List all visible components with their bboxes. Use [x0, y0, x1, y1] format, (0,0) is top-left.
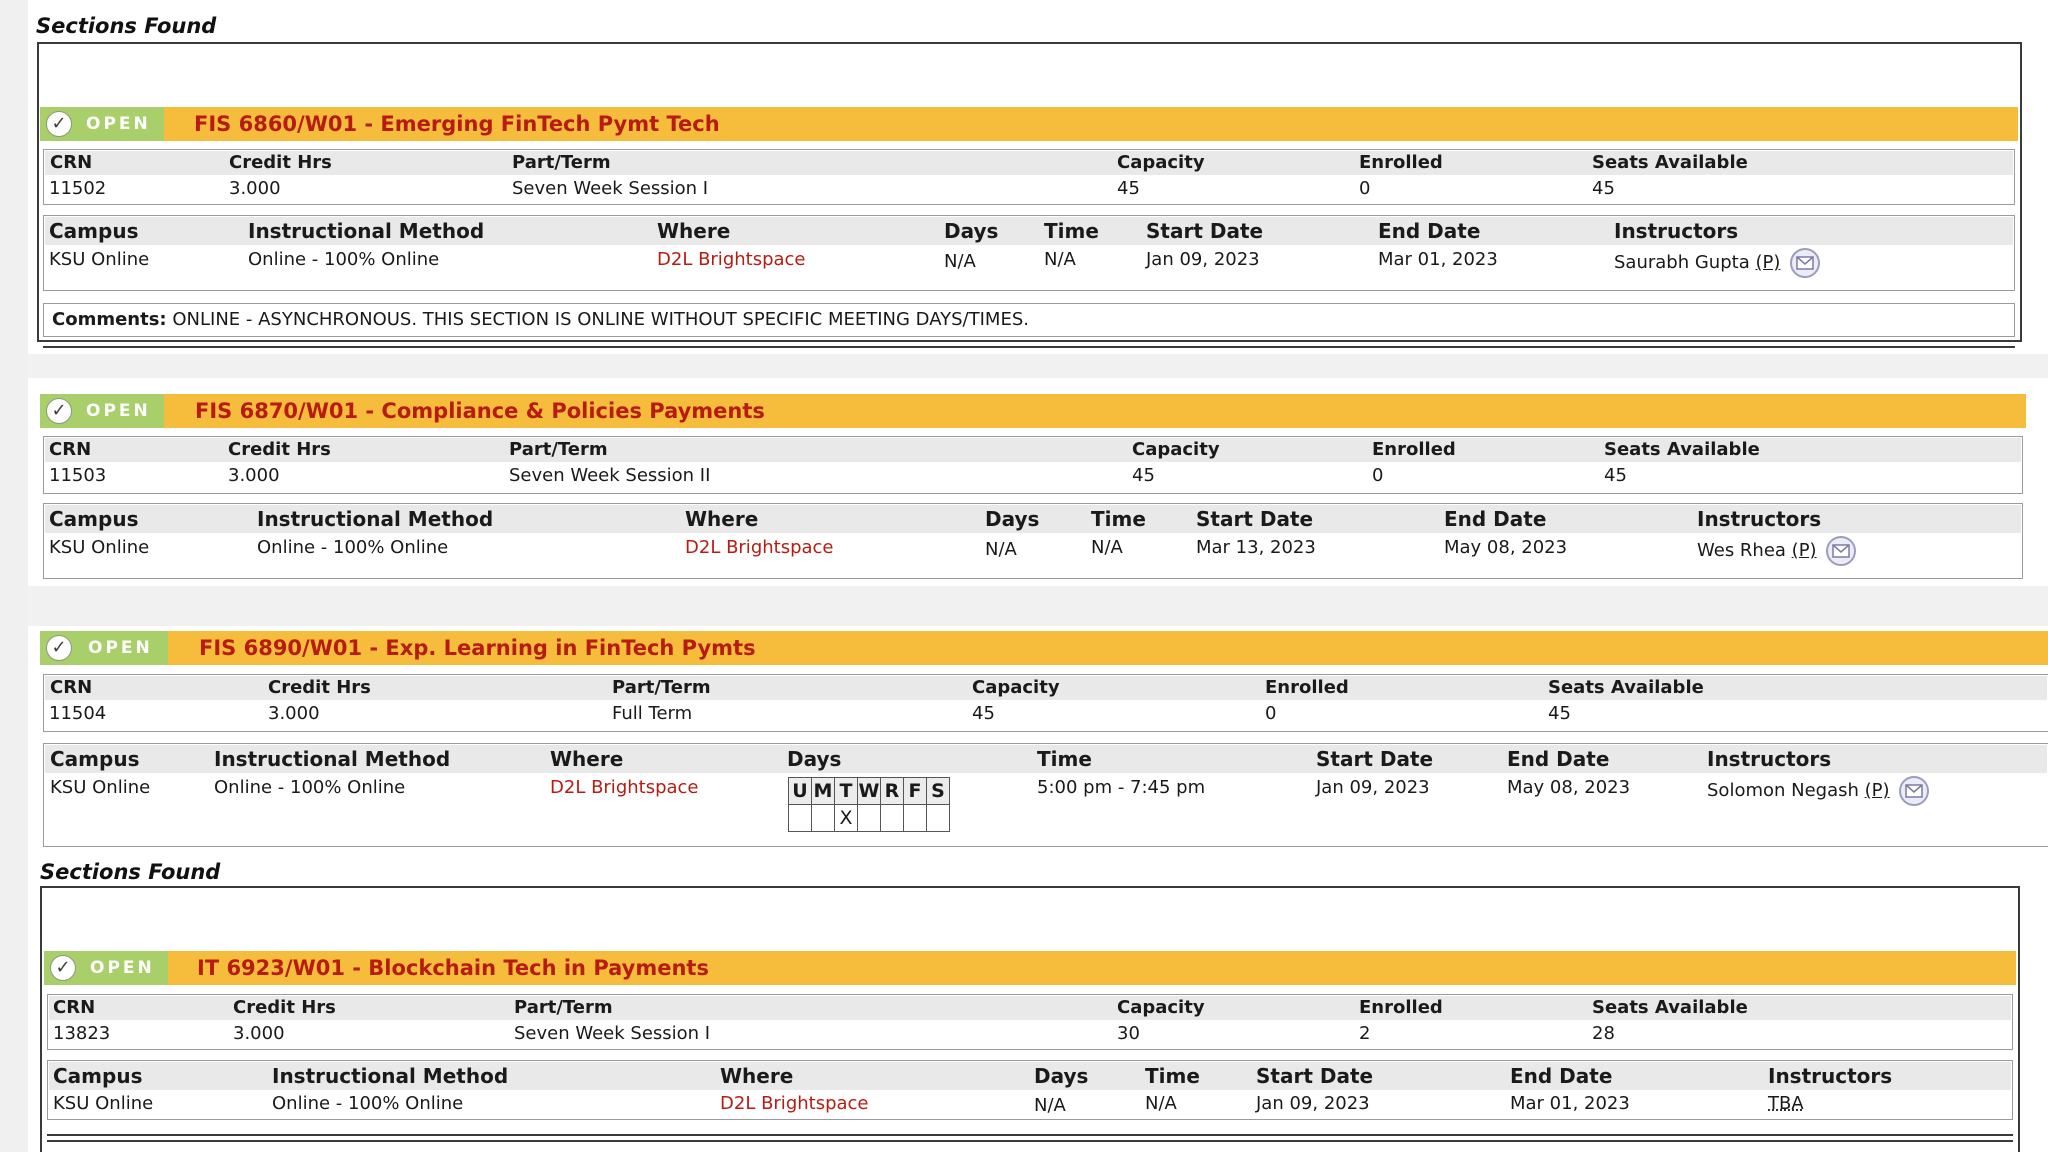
part-term-value: Seven Week Session I — [514, 1023, 711, 1044]
part-term-header: Part/Term — [514, 997, 613, 1018]
campus-value: KSU Online — [49, 537, 150, 558]
instructional-method-value: Online - 100% Online — [257, 537, 449, 558]
course-title: FIS 6860/W01 - Emerging FinTech Pymt Tech — [194, 112, 720, 136]
course-title: FIS 6890/W01 - Exp. Learning in FinTech Pymts — [199, 636, 756, 660]
campus-header: Campus — [49, 219, 139, 243]
email-icon[interactable] — [1790, 248, 1820, 278]
enrolled-header: Enrolled — [1372, 439, 1456, 460]
end-date-header: End Date — [1510, 1064, 1613, 1088]
seats-available-header: Seats Available — [1548, 677, 1704, 698]
course-title: IT 6923/W01 - Blockchain Tech in Payments — [197, 956, 709, 980]
email-icon[interactable] — [1826, 536, 1856, 566]
credit-hrs-header: Credit Hrs — [228, 439, 331, 460]
days-header: Days — [944, 219, 999, 243]
days-header: Days — [1034, 1064, 1089, 1088]
days-grid — [788, 777, 950, 832]
campus-value: KSU Online — [49, 249, 150, 270]
seats-available-header: Seats Available — [1592, 997, 1748, 1018]
instructor-tba: TBA — [1768, 1093, 1804, 1114]
day-monday-header: M — [812, 778, 835, 805]
end-date-value: Mar 01, 2023 — [1378, 249, 1498, 270]
time-value: 5:00 pm - 7:45 pm — [1037, 777, 1206, 798]
meeting-table — [43, 743, 2048, 847]
sections-found-heading: Sections Found — [36, 14, 217, 38]
credit-hrs-value: 3.000 — [228, 465, 280, 486]
instructors-header: Instructors — [1768, 1064, 1893, 1088]
days-header: Days — [985, 507, 1040, 531]
part-term-value: Full Term — [612, 703, 693, 724]
where-header: Where — [550, 747, 624, 771]
time-value: N/A — [1091, 537, 1123, 558]
instructional-method-header: Instructional Method — [214, 747, 451, 771]
campus-header: Campus — [53, 1064, 143, 1088]
check-icon: ✓ — [46, 635, 72, 661]
comments-label: Comments: — [52, 309, 167, 330]
instructors-header: Instructors — [1697, 507, 1822, 531]
where-link[interactable]: D2L Brightspace — [720, 1093, 869, 1114]
section-gap — [28, 586, 2048, 626]
instructor-name: Solomon Negash — [1707, 780, 1859, 801]
open-label: OPEN — [86, 401, 151, 421]
days-value: N/A — [985, 539, 1017, 560]
open-label: OPEN — [88, 638, 153, 658]
section-divider — [43, 340, 2015, 348]
section-header — [40, 394, 2026, 428]
time-header: Time — [1037, 747, 1092, 771]
crn-header: CRN — [50, 152, 93, 173]
instructional-method-header: Instructional Method — [257, 507, 494, 531]
credit-hrs-header: Credit Hrs — [233, 997, 336, 1018]
crn-value: 11504 — [49, 703, 107, 724]
crn-header: CRN — [49, 439, 92, 460]
credit-hrs-value: 3.000 — [229, 178, 281, 199]
day-wednesday-mark — [858, 805, 881, 832]
where-header: Where — [657, 219, 731, 243]
where-header: Where — [685, 507, 759, 531]
start-date-header: Start Date — [1196, 507, 1314, 531]
credit-hrs-value: 3.000 — [268, 703, 320, 724]
start-date-value: Jan 09, 2023 — [1146, 249, 1260, 270]
open-status-badge — [40, 631, 168, 665]
comments-text — [52, 304, 1029, 336]
credit-hrs-header: Credit Hrs — [229, 152, 332, 173]
enrollment-table — [43, 674, 2048, 732]
enrolled-header: Enrolled — [1359, 997, 1443, 1018]
time-header: Time — [1091, 507, 1146, 531]
start-date-header: Start Date — [1146, 219, 1264, 243]
day-thursday-mark — [881, 805, 904, 832]
primary-instructor-link[interactable]: (P) — [1755, 252, 1781, 273]
crn-value: 11503 — [49, 465, 107, 486]
enrolled-value: 0 — [1265, 703, 1277, 724]
enrollment-table — [43, 436, 2023, 494]
left-gutter — [0, 0, 28, 1152]
end-date-header: End Date — [1444, 507, 1547, 531]
meeting-table — [47, 1060, 2013, 1120]
day-wednesday-header: W — [858, 778, 881, 805]
where-header: Where — [720, 1064, 794, 1088]
day-saturday-mark — [927, 805, 950, 832]
day-friday-header: F — [904, 778, 927, 805]
instructor-name: Saurabh Gupta — [1614, 252, 1750, 273]
open-status-badge — [40, 394, 164, 428]
where-link[interactable]: D2L Brightspace — [657, 249, 806, 270]
course-title: FIS 6870/W01 - Compliance & Policies Payments — [195, 399, 765, 423]
start-date-value: Jan 09, 2023 — [1256, 1093, 1370, 1114]
instructional-method-value: Online - 100% Online — [214, 777, 406, 798]
time-value: N/A — [1044, 249, 1076, 270]
days-header: Days — [787, 747, 842, 771]
day-sunday-mark — [789, 805, 812, 832]
enrolled-header: Enrolled — [1265, 677, 1349, 698]
meeting-table — [43, 503, 2023, 579]
comments-value: ONLINE - ASYNCHRONOUS. THIS SECTION IS ONLINE WITHOUT SPECIFIC MEETING DAYS/TIMES. — [172, 309, 1029, 330]
credit-hrs-value: 3.000 — [233, 1023, 285, 1044]
crn-header: CRN — [50, 677, 93, 698]
campus-value: KSU Online — [50, 777, 151, 798]
instructional-method-value: Online - 100% Online — [248, 249, 440, 270]
campus-header: Campus — [49, 507, 139, 531]
capacity-header: Capacity — [1132, 439, 1220, 460]
instructors-header: Instructors — [1614, 219, 1739, 243]
end-date-header: End Date — [1378, 219, 1481, 243]
enrolled-value: 0 — [1359, 178, 1371, 199]
day-friday-mark — [904, 805, 927, 832]
capacity-value: 45 — [972, 703, 995, 724]
credit-hrs-header: Credit Hrs — [268, 677, 371, 698]
open-status-badge — [40, 107, 164, 141]
day-saturday-header: S — [927, 778, 950, 805]
enrollment-table — [47, 994, 2013, 1050]
start-date-value: Jan 09, 2023 — [1316, 777, 1430, 798]
seats-available-value: 28 — [1592, 1023, 1615, 1044]
days-value: N/A — [1034, 1095, 1066, 1116]
day-tuesday-header: T — [835, 778, 858, 805]
start-date-value: Mar 13, 2023 — [1196, 537, 1316, 558]
time-header: Time — [1044, 219, 1099, 243]
campus-header: Campus — [50, 747, 140, 771]
instructors-header: Instructors — [1707, 747, 1832, 771]
instructor-name: Wes Rhea — [1697, 540, 1786, 561]
part-term-header: Part/Term — [512, 152, 611, 173]
end-date-value: May 08, 2023 — [1507, 777, 1631, 798]
check-icon: ✓ — [50, 955, 76, 981]
instructional-method-header: Instructional Method — [248, 219, 485, 243]
start-date-header: Start Date — [1256, 1064, 1374, 1088]
crn-header: CRN — [53, 997, 96, 1018]
seats-available-value: 45 — [1592, 178, 1615, 199]
day-thursday-header: R — [881, 778, 904, 805]
start-date-header: Start Date — [1316, 747, 1434, 771]
meeting-table — [43, 215, 2015, 291]
check-icon: ✓ — [46, 111, 72, 137]
comments-row — [43, 303, 2015, 337]
instructor-cell — [1707, 774, 1929, 808]
day-monday-mark — [812, 805, 835, 832]
seats-available-header: Seats Available — [1604, 439, 1760, 460]
check-icon: ✓ — [46, 398, 72, 424]
open-label: OPEN — [86, 114, 151, 134]
section-gap — [28, 354, 2048, 378]
section-header — [44, 951, 2016, 985]
time-value: N/A — [1145, 1093, 1177, 1114]
enrolled-header: Enrolled — [1359, 152, 1443, 173]
part-term-value: Seven Week Session II — [509, 465, 711, 486]
seats-available-header: Seats Available — [1592, 152, 1748, 173]
day-tuesday-mark: X — [835, 805, 858, 832]
end-date-value: May 08, 2023 — [1444, 537, 1568, 558]
seats-available-value: 45 — [1548, 703, 1571, 724]
day-sunday-header: U — [789, 778, 812, 805]
capacity-header: Capacity — [1117, 997, 1205, 1018]
part-term-header: Part/Term — [612, 677, 711, 698]
sections-found-heading: Sections Found — [40, 860, 221, 884]
capacity-value: 45 — [1117, 178, 1140, 199]
crn-value: 11502 — [49, 178, 107, 199]
part-term-header: Part/Term — [509, 439, 608, 460]
open-label: OPEN — [90, 958, 155, 978]
instructional-method-value: Online - 100% Online — [272, 1093, 464, 1114]
primary-instructor-link[interactable]: (P) — [1864, 780, 1890, 801]
where-link[interactable]: D2L Brightspace — [550, 777, 699, 798]
enrollment-table — [43, 149, 2015, 205]
instructor-cell — [1614, 246, 1820, 280]
enrolled-value: 2 — [1359, 1023, 1371, 1044]
part-term-value: Seven Week Session I — [512, 178, 709, 199]
crn-value: 13823 — [53, 1023, 111, 1044]
capacity-header: Capacity — [972, 677, 1060, 698]
end-date-value: Mar 01, 2023 — [1510, 1093, 1630, 1114]
section-header — [40, 107, 2018, 141]
email-icon[interactable] — [1899, 776, 1929, 806]
time-header: Time — [1145, 1064, 1200, 1088]
capacity-value: 45 — [1132, 465, 1155, 486]
section-header — [40, 631, 2048, 665]
days-value: N/A — [944, 251, 976, 272]
open-status-badge — [44, 951, 168, 985]
section-divider — [47, 1134, 2013, 1142]
seats-available-value: 45 — [1604, 465, 1627, 486]
capacity-value: 30 — [1117, 1023, 1140, 1044]
primary-instructor-link[interactable]: (P) — [1791, 540, 1817, 561]
instructor-cell — [1697, 534, 1856, 568]
instructional-method-header: Instructional Method — [272, 1064, 509, 1088]
end-date-header: End Date — [1507, 747, 1610, 771]
enrolled-value: 0 — [1372, 465, 1384, 486]
campus-value: KSU Online — [53, 1093, 154, 1114]
where-link[interactable]: D2L Brightspace — [685, 537, 834, 558]
capacity-header: Capacity — [1117, 152, 1205, 173]
